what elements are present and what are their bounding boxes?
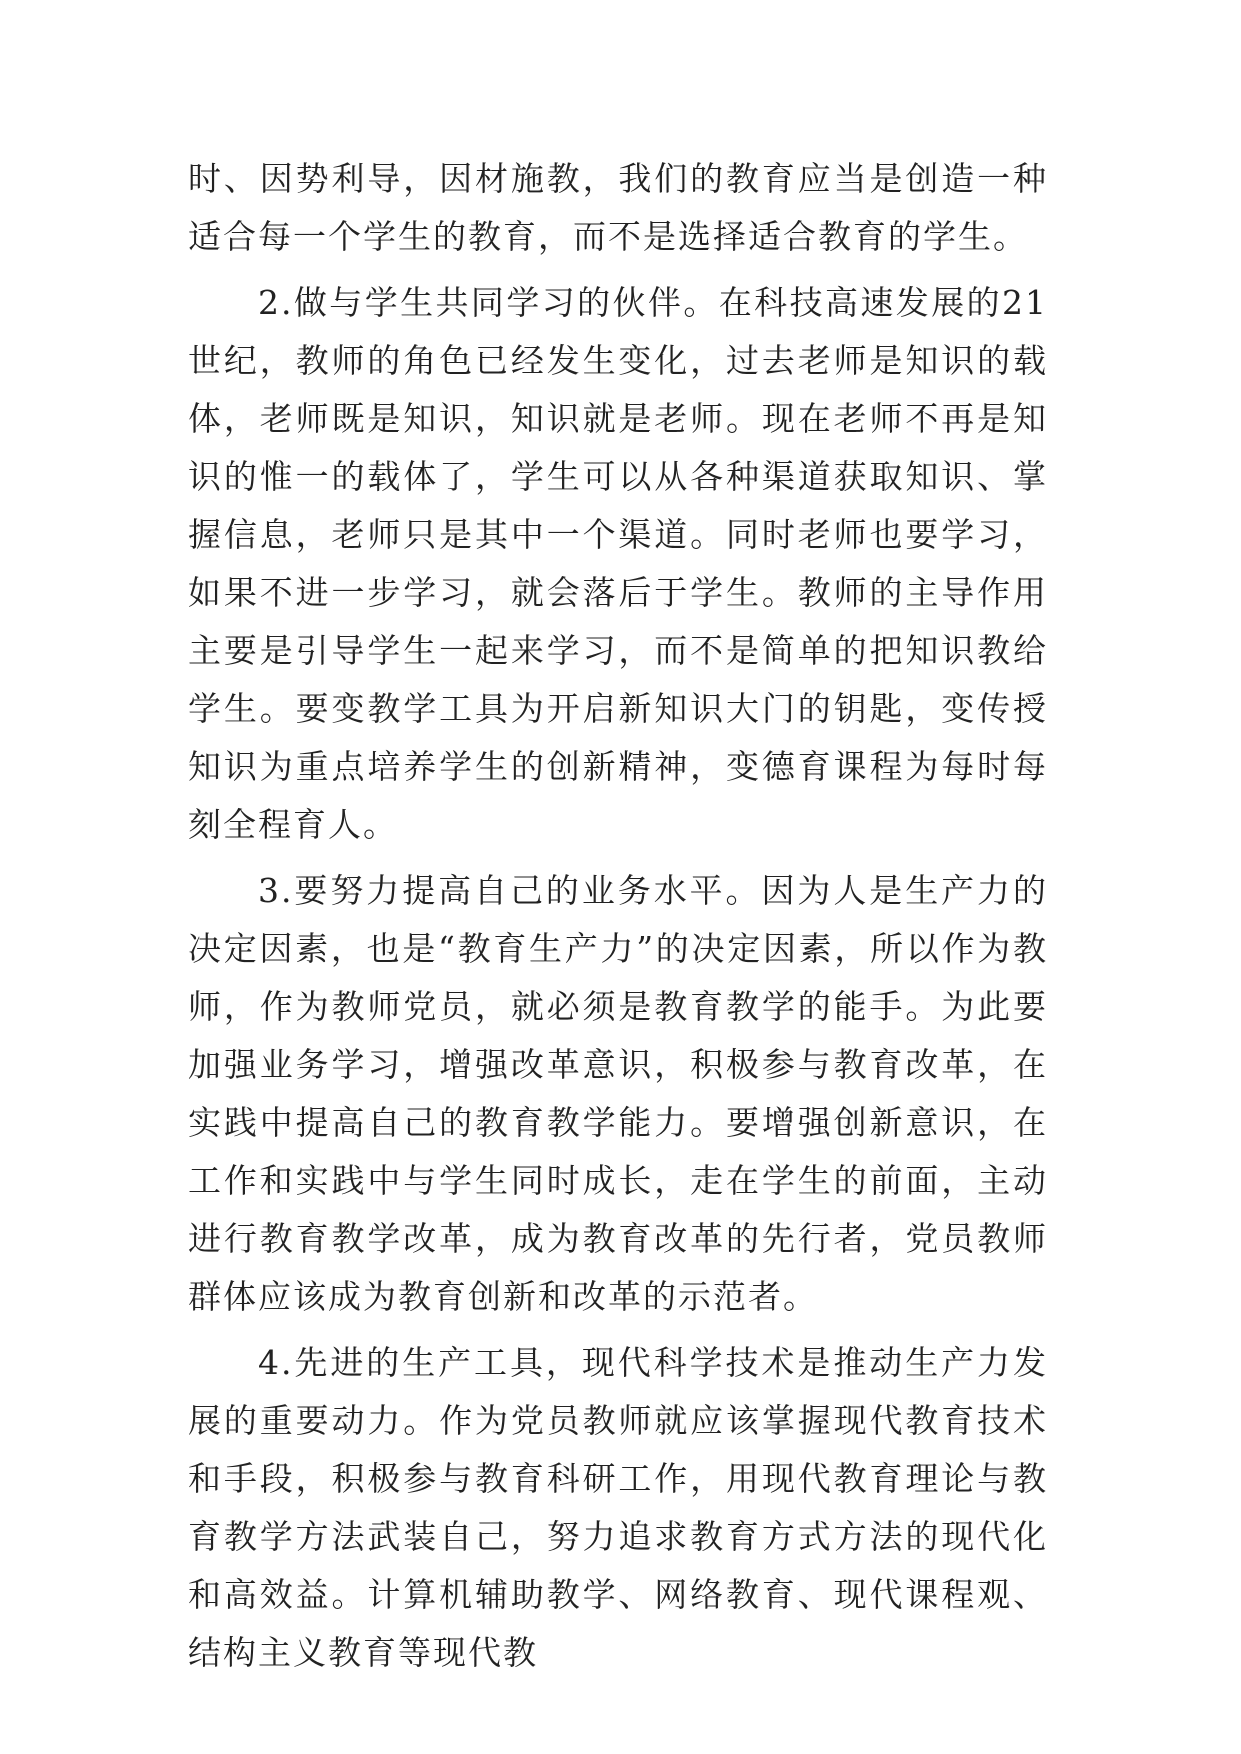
paragraph-item-2: 2.做与学生共同学习的伙伴。在科技高速发展的21世纪，教师的角色已经发生变化，过去老师是知识的载体，老师既是知识，知识就是老师。现在老师不再是知识的惟一的载体了，学生可以从各种渠道获取知识、掌握信息，老师只是其中一个渠道。同时老师也要学习，如果不进一步学习，就会落后于学生。教师的主导作用主要是引导学生一起来学习，而不是简单的把知识教给学生。要变教学工具为开启新知识大门的钥匙，变传授知识为重点培养学生的创新精神，变德育课程为每时每刻全程育人。 — [188, 283, 1048, 844]
paragraph-continuation: 时、因势利导，因材施教，我们的教育应当是创造一种适合每一个学生的教育，而不是选择适合教育的学生。 — [188, 159, 1048, 256]
document-body — [188, 150, 1048, 1690]
paragraph-item-3: 3.要努力提高自己的业务水平。因为人是生产力的决定因素，也是“教育生产力”的决定因素，所以作为教师，作为教师党员，就必须是教育教学的能手。为此要加强业务学习，增强改革意识，积极参与教育改革，在实践中提高自己的教育教学能力。要增强创新意识，在工作和实践中与学生同时成长，走在学生的前面，主动进行教育教学改革，成为教育改革的先行者，党员教师群体应该成为教育创新和改革的示范者。 — [188, 871, 1048, 1316]
paragraph-item-4: 4.先进的生产工具，现代科学技术是推动生产力发展的重要动力。作为党员教师就应该掌握现代教育技术和手段，积极参与教育科研工作，用现代教育理论与教育教学方法武装自己，努力追求教育方式方法的现代化和高效益。计算机辅助教学、网络教育、现代课程观、结构主义教育等现代教 — [188, 1343, 1048, 1672]
